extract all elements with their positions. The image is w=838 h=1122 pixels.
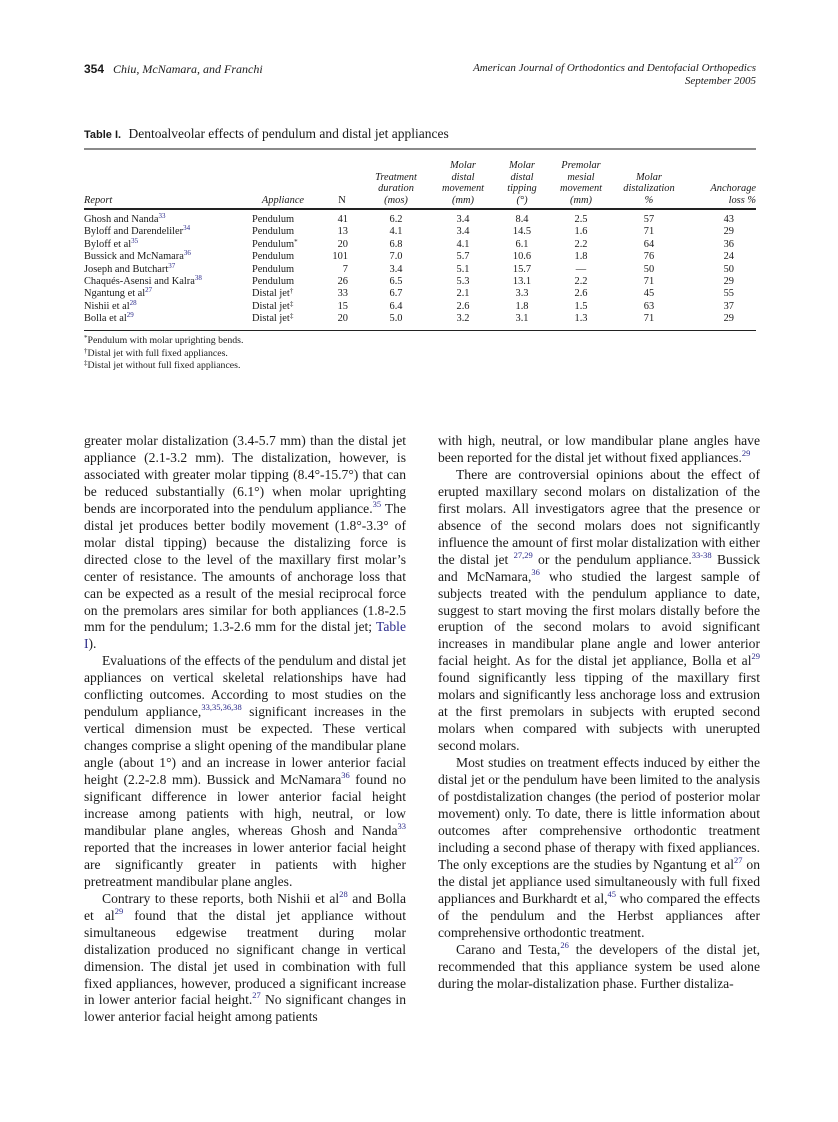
duration-cell: 5.0 [389,313,403,325]
citation-link[interactable]: 34 [183,224,191,233]
footnote-mark: ‡ [289,299,294,308]
premolar-movement-cell: 2.2 [574,276,588,288]
molar-movement-cell: 3.4 [456,214,470,225]
appliance-cell: Pendulum [252,251,295,263]
report-cell: Chaqués-Asensi and Kalra$^{38}$ [84,274,202,288]
molar-tipping-cell: 15.7 [512,263,532,275]
citation-link[interactable]: 29 [114,905,124,916]
header-appliance: Appliance [261,194,305,206]
table-row [84,264,756,276]
distalization-cell: 63 [643,300,655,312]
footnote-mark: † [289,287,294,296]
appliance-cell: Pendulum [252,214,295,225]
anchorage-cell: 43 [723,214,734,225]
header-molar-distal-movement: Molar distal movement (mm) [441,160,485,206]
anchorage-cell: 37 [723,300,734,312]
premolar-movement-cell: 2.6 [574,288,588,300]
molar-tipping-cell: 10.6 [512,251,532,263]
report-cell: Ngantung et al$^{27}$ [84,286,153,300]
appliance-cell: Distal jet‡ [252,312,294,325]
table-row [84,313,756,327]
citation-link[interactable]: 29 [741,447,751,458]
paragraph: There are controversial opinions about the effect of erupted maxillary second molars on distalization of the first molars. All investigators agree that the presence or absence of the second molars does not significantly influence the amount of first molar distalization with either the distal jet $^{27,29}$ or the pendulum appliance.$^{33-38}$ Bussick and McNamara,$^{36}$ who studied the largest sample of subjects treated with the pendulum appliance to date, suggest to start moving the first molars distally before the eruption of the second molars to avoid significant increases in mandibular plane angle and lower anterior facial height. As for the distal jet appliance, Bolla et al$^{29}$ found significantly less tipping of the maxillary first molars and significantly less anchorage loss and extrusion at the first premolars in subjects with erupted second molars when compared with subjects with unerupted second molars. [438,466,761,754]
header-molar-distal-tipping: Molar distal tipping (°) [507,160,537,206]
table-reference-link[interactable]: Table I [84,619,406,652]
body-column-left [84,433,406,1026]
citation-link[interactable]: 27 [145,286,153,295]
molar-movement-cell: 4.1 [456,238,470,250]
duration-cell: 6.4 [389,300,403,312]
n-cell: 20 [337,313,348,325]
footnote-mark: * [294,237,298,246]
appliance-cell: Pendulum [252,226,295,238]
duration-cell: 3.4 [389,263,403,275]
paragraph: with high, neutral, or low mandibular plane angles have been reported for the distal jet without fixed appliances.$^{29}$ [438,433,760,465]
header-molar-distalization: Molar distalization % [623,171,675,206]
body-column-right [438,433,760,992]
header-anchorage-loss: Anchorage loss % [710,183,756,206]
report-cell: Nishii et al$^{28}$ [84,298,137,312]
citation-link[interactable]: 28 [339,888,348,899]
report-cell: Bolla et al$^{29}$ [84,311,134,325]
report-cell: Bussick and McNamara$^{36}$ [84,249,191,263]
appliance-cell: Pendulum* [252,237,298,250]
anchorage-cell: 29 [723,313,734,325]
table-header-row [84,150,756,209]
premolar-movement-cell: 2.2 [574,238,588,250]
journal-title: American Journal of Orthodontics and Dentofacial Orthopedics [473,62,756,74]
molar-tipping-cell: 14.5 [512,226,532,238]
molar-tipping-cell: 3.3 [515,288,529,300]
anchorage-cell: 24 [723,251,734,263]
appliance-cell: Pendulum [252,263,295,275]
footnote-mark: ‡ [289,312,294,321]
paragraph: greater molar distalization (3.4-5.7 mm) than the distal jet appliance (2.1-3.2 mm). The distalization, however, is associated with greater molar tipping (8.4°-15.7°) that can be reduced substantially (6.1°) when molar uprighting bends are incorporated into the pendulum appliance.$^{35}$ The distal jet produces better bodily movement (1.8°-3.3° of molar distal tipping) because the distalizing force is directed close to the level of the maxillary first molar’s center of resistance. The amounts of anchorage loss that can be expected as a result of the mesial reciprocal force on the premolars ares similar for both appliances (1.8-2.5 mm for the pendulum; 1.3-2.6 mm for the distal jet; Table I). [84,433,406,652]
premolar-movement-cell: 1.8 [574,251,588,263]
running-head-right [473,62,756,88]
report-cell: Byloff et al$^{35}$ [84,236,139,250]
table-row [84,276,756,288]
citation-link[interactable]: 27 [734,854,743,865]
footnote: *Pendulum with molar uprighting bends. [84,334,244,347]
molar-movement-cell: 2.1 [456,288,470,300]
paragraph: Carano and Testa,$^{26}$ the developers of the distal jet, recommended that this appliance system be used alone during the molar-distalization phase. Further distaliza- [438,939,761,991]
n-cell: 26 [337,276,348,288]
paragraph: Contrary to these reports, both Nishii et al$^{28}$ and Bolla et al$^{29}$ found that the distal jet appliance without simultaneous edgewise treatment during molar distalization produced no significant change in vertical dimension. The distal jet used in combination with full fixed appliances, however, produced a significant increase in lower anterior facial height.$^{27}$ No significant changes in lower anterior facial height among patients [84,888,406,1025]
distalization-cell: 50 [643,263,655,275]
n-cell: 7 [342,263,348,275]
anchorage-cell: 29 [723,276,734,288]
header-n: N [338,194,346,206]
n-cell: 13 [337,226,348,238]
n-cell: 20 [337,238,348,250]
molar-movement-cell: 5.7 [456,251,470,263]
table-title: Dentoalveolar effects of pendulum and distal jet appliances [128,126,449,141]
distalization-cell: 45 [643,288,655,300]
molar-movement-cell: 3.2 [456,313,470,325]
distalization-cell: 71 [643,226,655,238]
distalization-cell: 71 [643,276,655,288]
table-1 [84,126,756,372]
table-row [84,301,756,313]
header-treatment-duration: Treatment duration (mos) [375,171,417,206]
citation-link[interactable]: 38 [194,274,202,283]
n-cell: 33 [337,288,348,300]
duration-cell: 4.1 [389,226,403,238]
paragraph: Evaluations of the effects of the pendulum and distal jet appliances on vertical skeletal relationships have had conflicting outcomes. According to most studies on the pendulum appliance,$^{33,35,36,38}$ significant increases in the vertical dimension must be expected. These vertical changes comprise a slight opening of the mandibular plane angle (about 1°) and an increase in lower anterior facial height (2.2-2.8 mm). Bussick and McNamara$^{36}$ found no significant difference in lower anterior facial height increase among patients with high, neutral, or low mandibular plane angles, whereas Ghosh and Nanda$^{33}$ reported that the increases in lower anterior facial height are significantly greater in patients with higher pretreatment mandibular plane angles. [84,653,406,889]
distalization-cell: 64 [643,238,655,250]
footnote: ‡Distal jet without full fixed appliances. [84,358,241,371]
molar-movement-cell: 5.1 [456,263,470,275]
report-cell: Byloff and Darendeliler$^{34}$ [84,224,191,238]
citation-link[interactable]: 45 [607,888,617,899]
data-table [84,150,756,328]
citation-link[interactable]: 33-38 [691,549,712,560]
paragraph: Most studies on treatment effects induced by either the distal jet or the pendulum have been limited to the analysis of postdistalization changes (the period of posterior molar movement) only. To date, there is little information about outcomes after comprehensive orthodontic treatment including a second phase of therapy with fixed appliances. The only exceptions are the studies by Ngantung et al$^{27}$ on the distal jet appliance used simultaneously with full fixed appliances and Burkhardt et al,$^{45}$ who compared the effects of the pendulum and the Herbst appliances after comprehensive orthodontic treatment. [438,755,760,940]
table-caption [84,126,756,148]
running-head-left [84,62,263,77]
table-label: Table I. [84,129,122,141]
n-cell: 15 [337,300,348,312]
citation-link[interactable]: 36 [183,249,191,258]
running-head-authors: Chiu, McNamara, and Franchi [113,62,263,76]
distalization-cell: 57 [643,214,655,225]
appliance-cell: Distal jet† [252,287,294,300]
duration-cell: 6.2 [389,214,403,225]
footnote: †Distal jet with full fixed appliances. [84,346,228,359]
citation-link[interactable]: 29 [126,311,134,320]
running-head [84,62,756,94]
molar-movement-cell: 3.4 [456,226,470,238]
citation-link[interactable]: 35 [372,498,382,509]
premolar-movement-cell: 2.5 [574,214,588,225]
molar-tipping-cell: 1.8 [515,300,529,312]
anchorage-cell: 36 [723,238,734,250]
citation-link[interactable]: 35 [131,236,139,245]
citation-link[interactable]: 28 [129,298,137,307]
header-premolar-mesial-movement: Premolar mesial movement (mm) [559,160,603,206]
molar-tipping-cell: 6.1 [515,238,529,250]
table-row [84,226,756,238]
molar-movement-cell: 2.6 [456,300,470,312]
n-cell: 101 [332,251,348,263]
n-cell: 41 [337,214,348,225]
anchorage-cell: 29 [723,226,734,238]
citation-link[interactable]: 27 [252,990,261,1001]
issue-date: September 2005 [684,75,756,87]
header-report: Report [84,194,113,206]
distalization-cell: 76 [643,251,655,263]
table-row [84,288,756,300]
molar-tipping-cell: 8.4 [515,214,529,225]
page-number: 354 [84,62,105,76]
report-cell: Ghosh and Nanda$^{33}$ [84,212,166,225]
table-row [84,251,756,263]
citation-link[interactable]: 29 [751,651,760,662]
citation-link[interactable]: 36 [531,566,540,577]
citation-link[interactable]: 36 [341,770,350,781]
molar-tipping-cell: 13.1 [512,276,532,288]
report-cell: Joseph and Butchart$^{37}$ [84,261,176,275]
table-body [84,209,756,328]
table-footnotes [84,331,756,372]
duration-cell: 6.7 [389,288,403,300]
citation-link[interactable]: 37 [168,261,176,270]
premolar-movement-cell: 1.5 [574,300,588,312]
distalization-cell: 71 [643,313,655,325]
citation-link[interactable]: 27,29 [513,549,533,560]
citation-link[interactable]: 26 [560,939,569,950]
duration-cell: 6.8 [389,238,403,250]
citation-link[interactable]: 33 [158,212,166,220]
premolar-movement-cell: 1.6 [574,226,588,238]
duration-cell: 6.5 [389,276,403,288]
premolar-movement-cell: — [575,263,587,275]
citation-link[interactable]: 33,35,36,38 [201,702,242,713]
anchorage-cell: 50 [723,263,734,275]
premolar-movement-cell: 1.3 [574,313,588,325]
citation-link[interactable]: 33 [397,820,406,831]
duration-cell: 7.0 [389,251,403,263]
molar-tipping-cell: 3.1 [515,313,529,325]
appliance-cell: Distal jet‡ [252,299,294,312]
appliance-cell: Pendulum [252,276,295,288]
anchorage-cell: 55 [723,288,734,300]
molar-movement-cell: 5.3 [456,276,470,288]
